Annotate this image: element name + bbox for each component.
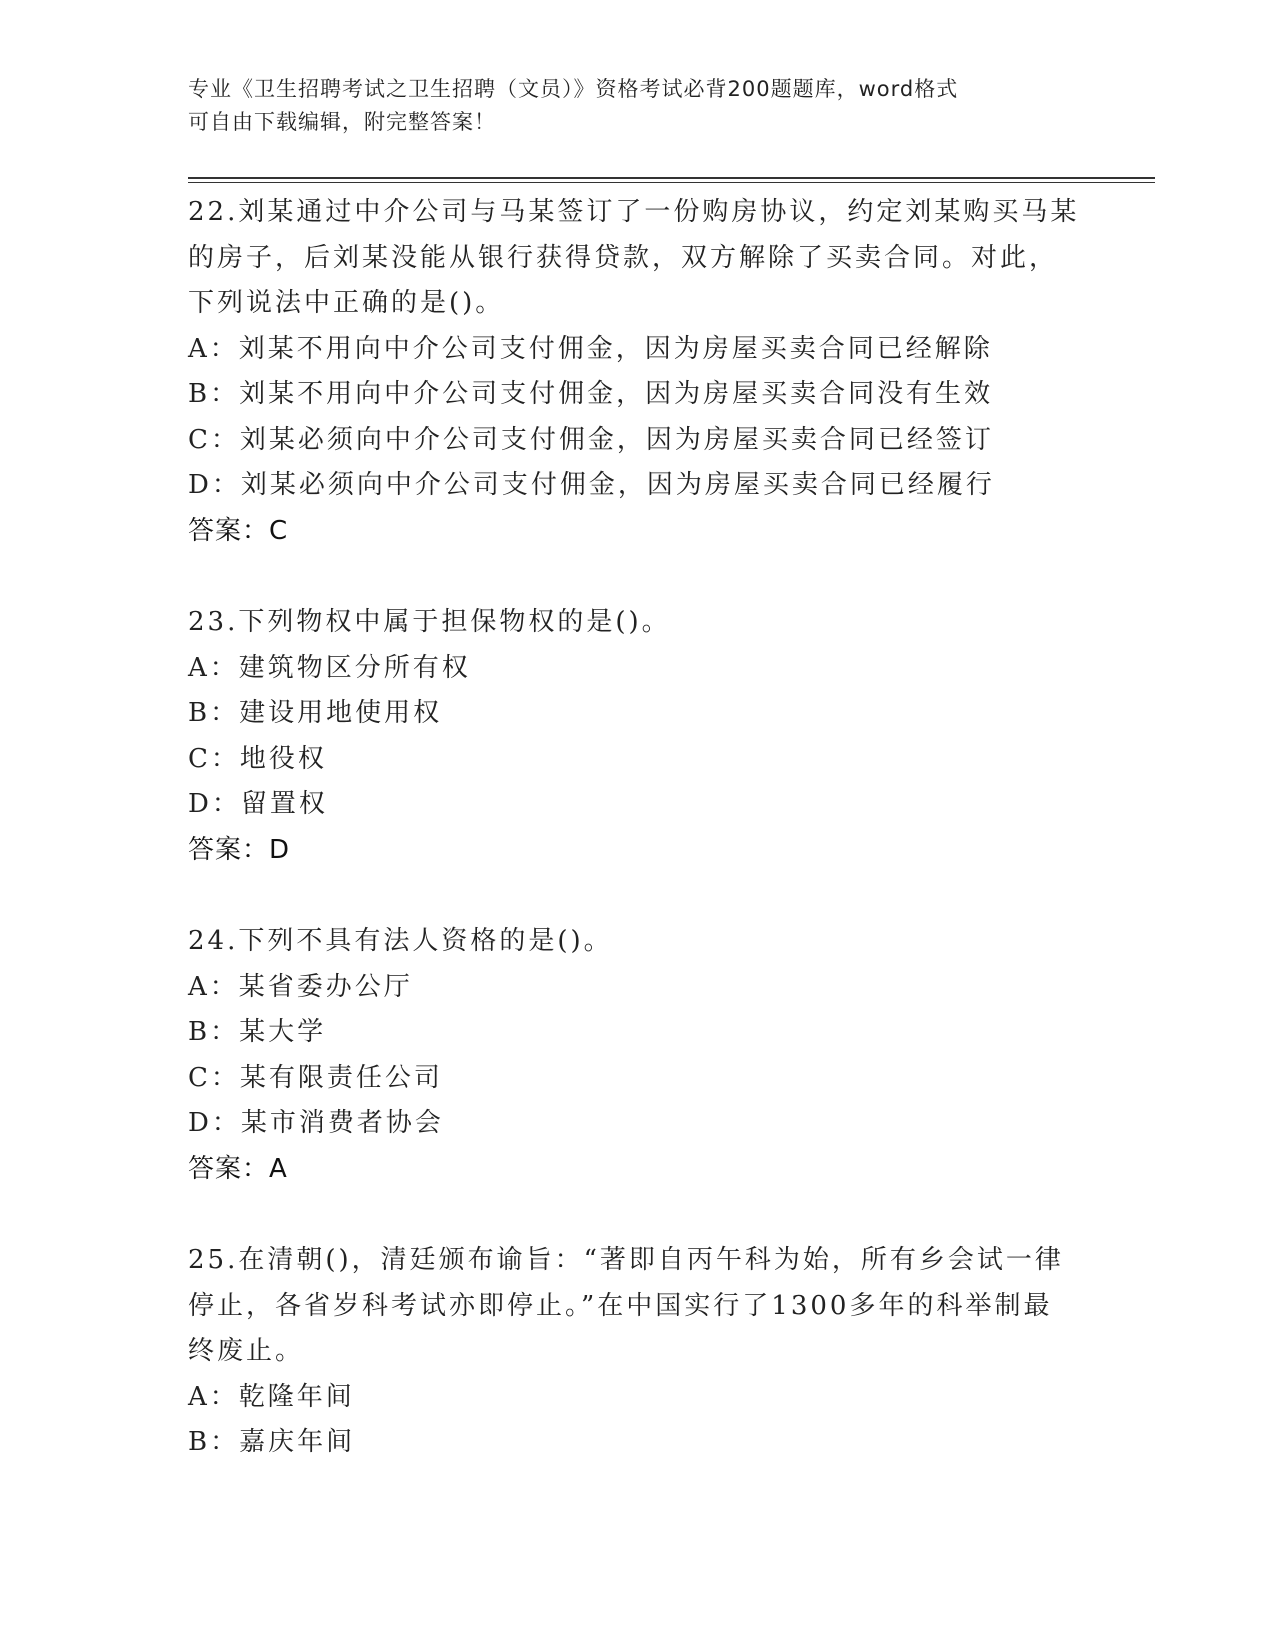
header-line-1: 专业《卫生招聘考试之卫生招聘（文员）》资格考试必背200题题库，word格式 <box>188 77 959 101</box>
question-25-line-3: 终废止。 <box>188 1336 305 1366</box>
question-24-option-c: C：某有限责任公司 <box>188 1062 443 1093</box>
question-24-option-b: B：某大学 <box>188 1017 327 1047</box>
question-25-option-b: B：嘉庆年间 <box>188 1427 356 1457</box>
header-divider-top <box>188 177 1155 179</box>
question-25-option-a: A：乾隆年间 <box>188 1381 355 1412</box>
question-24-answer: 答案：A <box>188 1153 288 1184</box>
question-23-line-1: 23.下列物权中属于担保物权的是()。 <box>188 607 671 637</box>
header-line-2: 可自由下载编辑，附完整答案！ <box>188 110 496 134</box>
spacer <box>188 554 1088 600</box>
question-25-line-2: 停止，各省岁科考试亦即停止。”在中国实行了1300多年的科举制最 <box>188 1290 1053 1321</box>
question-23-option-d: D：留置权 <box>188 789 328 819</box>
question-22-option-a: A：刘某不用向中介公司支付佣金，因为房屋买卖合同已经解除 <box>188 333 993 364</box>
question-24 <box>188 919 1088 1192</box>
question-list <box>188 190 1088 1466</box>
question-22 <box>188 190 1088 554</box>
header-divider-bottom <box>188 182 1155 183</box>
question-23-answer: 答案：D <box>188 834 291 865</box>
question-22-line-1: 22.刘某通过中介公司与马某签订了一份购房协议，约定刘某购买马某 <box>188 197 1080 227</box>
question-22-line-3: 下列说法中正确的是()。 <box>188 288 505 318</box>
question-22-option-b: B：刘某不用向中介公司支付佣金，因为房屋买卖合同没有生效 <box>188 379 994 409</box>
question-24-option-a: A：某省委办公厅 <box>188 971 413 1002</box>
question-23-option-a: A：建筑物区分所有权 <box>188 652 471 683</box>
question-24-line-1: 24.下列不具有法人资格的是()。 <box>188 926 613 956</box>
question-24-option-d: D：某市消费者协会 <box>188 1108 444 1138</box>
spacer <box>188 873 1088 919</box>
spacer <box>188 1192 1088 1238</box>
question-22-answer: 答案：C <box>188 515 289 546</box>
question-23 <box>188 600 1088 873</box>
question-23-option-b: B：建设用地使用权 <box>188 698 443 728</box>
question-22-line-2: 的房子，后刘某没能从银行获得贷款，双方解除了买卖合同。对此， <box>188 242 1059 273</box>
question-25 <box>188 1238 1088 1466</box>
question-25-line-1: 25.在清朝()，清廷颁布谕旨：“著即自丙午科为始，所有乡会试一律 <box>188 1245 1064 1275</box>
question-22-option-d: D：刘某必须向中介公司支付佣金，因为房屋买卖合同已经履行 <box>188 470 995 500</box>
document-header <box>188 73 1088 139</box>
question-23-option-c: C：地役权 <box>188 743 327 774</box>
question-22-option-c: C：刘某必须向中介公司支付佣金，因为房屋买卖合同已经签订 <box>188 424 994 455</box>
